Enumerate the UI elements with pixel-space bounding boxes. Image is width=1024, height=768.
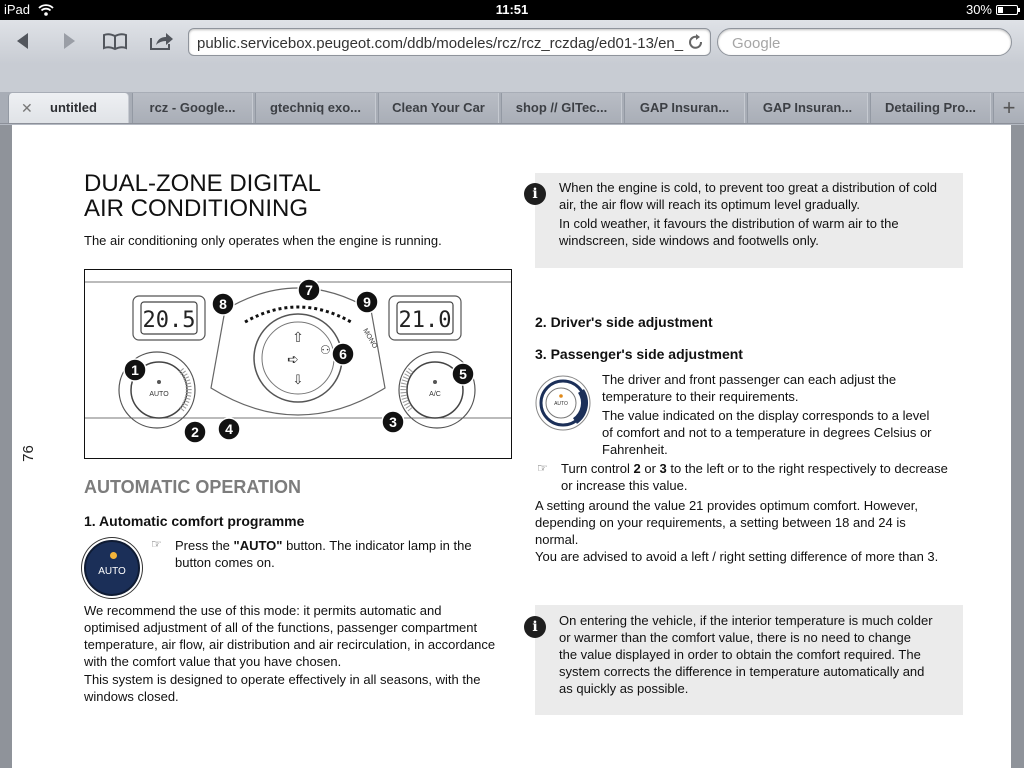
tab-bar — [0, 92, 1024, 124]
driver-adjustment-heading: 2. Driver's side adjustment — [535, 314, 713, 330]
text-line: or warmer than the comfort value, there is no need to change — [559, 630, 911, 645]
temperature-knob-illustration — [535, 375, 591, 431]
tab-title: gtechniq exo... — [269, 100, 361, 115]
text-line: as quickly as possible. — [559, 681, 689, 696]
press-text: Press the — [175, 538, 234, 553]
text-line: system corrects the difference in temperature automatically and — [559, 664, 925, 679]
tab-shop-gltec[interactable] — [501, 93, 622, 123]
automatic-programme-heading: 1. Automatic comfort programme — [84, 513, 305, 529]
reload-icon[interactable] — [688, 33, 704, 56]
advice-line: You are advised to avoid a left / right setting difference of more than 3. — [535, 549, 939, 564]
turn-control-2: 2 — [633, 461, 641, 476]
toolbar-band — [0, 64, 1024, 92]
callout-5-label: 5 — [459, 366, 467, 382]
text-line: the value displayed in order to obtain the comfort required. The — [559, 647, 921, 662]
text-line: On entering the vehicle, if the interior temperature is much colder — [559, 613, 933, 628]
tab-untitled[interactable] — [8, 93, 129, 123]
new-tab-button[interactable]: + — [993, 93, 1024, 123]
text-line: with the comfort value that you have chosen. — [84, 654, 342, 669]
tab-detailing-pro[interactable] — [870, 93, 991, 123]
text-line: windows closed. — [84, 689, 179, 704]
tab-title: rcz - Google... — [149, 100, 236, 115]
text-line: air, the air flow will reach its optimum level gradually. — [559, 197, 861, 212]
text-line: The driver and front passenger can each adjust the — [602, 372, 897, 387]
turn-text-line2: or increase this value. — [561, 478, 688, 493]
intro-text: The air conditioning only operates when the engine is running. — [84, 233, 442, 248]
note-box-cold-engine — [532, 173, 963, 268]
tab-title: untitled — [50, 100, 97, 115]
section-heading: AUTOMATIC OPERATION — [84, 477, 301, 497]
text-line: optimised adjustment of all of the functions, passenger compartment — [84, 620, 478, 635]
text-line: windscreen, side windows and footwells only. — [559, 233, 819, 248]
recommendation-paragraph — [84, 602, 495, 670]
battery-percent: 30% — [965, 2, 992, 17]
note-box-interior-temperature — [532, 605, 963, 715]
device-name: iPad — [4, 2, 31, 17]
callout-8-label: 8 — [219, 296, 227, 312]
tab-rcz-google[interactable] — [132, 93, 253, 123]
control-panel-illustration — [85, 270, 511, 458]
text-line: This system is designed to operate effectively in all seasons, with the — [84, 672, 481, 687]
manual-page — [12, 125, 1011, 768]
turn-text-or: or — [640, 461, 660, 476]
indicator-lamp — [110, 552, 117, 559]
turn-text: Turn control — [561, 461, 634, 476]
battery-fill — [998, 7, 1003, 13]
text-line: temperature, air flow, air distribution and air recirculation, in accordance — [84, 637, 496, 652]
callout-4-label: 4 — [225, 421, 233, 437]
callout-1-label: 1 — [131, 362, 139, 378]
browser-toolbar — [0, 20, 1024, 64]
note-text — [559, 179, 959, 249]
callout-9-label: 9 — [363, 294, 371, 310]
turn-text-end: to the left or to the right respectively to decrease — [666, 461, 948, 476]
text-line: We recommend the use of this mode: it permits automatic and — [84, 603, 442, 618]
text-line: depending on your requirements, a setting between 18 and 24 is — [535, 515, 906, 530]
search-placeholder: Google — [732, 35, 781, 52]
tab-gap-insurance-1[interactable] — [624, 93, 745, 123]
back-icon[interactable] — [10, 30, 36, 52]
svg-text:⇧: ⇧ — [292, 329, 304, 345]
tab-title: Clean Your Car — [392, 100, 485, 115]
tab-clean-your-car[interactable] — [378, 93, 499, 123]
tab-title: Detailing Pro... — [884, 100, 976, 115]
page-title-line2: AIR CONDITIONING — [84, 195, 309, 222]
search-input[interactable] — [717, 28, 1012, 56]
turn-control-instruction — [561, 460, 948, 494]
page-number: 76 — [19, 445, 37, 462]
auto-button-illustration — [84, 540, 140, 596]
seasons-paragraph — [84, 671, 480, 705]
left-temperature-display: 20.5 — [142, 308, 196, 333]
knob-auto-label: AUTO — [554, 401, 568, 407]
status-bar — [0, 0, 1024, 20]
tab-title: GAP Insuran... — [639, 100, 730, 115]
press-auto-instruction — [175, 537, 472, 571]
battery-icon — [996, 5, 1018, 15]
tab-gtechniq[interactable] — [255, 93, 376, 123]
note-text — [559, 612, 959, 697]
text-line: of comfort and not to a temperature in degrees Celsius or — [602, 425, 932, 440]
auto-button-label: AUTO — [98, 566, 126, 577]
bookmarks-icon[interactable] — [100, 30, 130, 52]
info-icon: i — [524, 183, 546, 205]
driver-passenger-text — [602, 371, 932, 458]
info-icon: i — [524, 616, 546, 638]
callout-6-label: 6 — [339, 346, 347, 362]
forward-icon[interactable] — [56, 30, 82, 52]
text-line: The value indicated on the display corresponds to a level — [602, 408, 930, 423]
right-temperature-display: 21.0 — [398, 308, 452, 333]
text-line: A setting around the value 21 provides optimum comfort. However, — [535, 498, 918, 513]
text-line: Fahrenheit. — [602, 442, 668, 457]
text-line: temperature to their requirements. — [602, 389, 799, 404]
url-text[interactable]: public.servicebox.peugeot.com/ddb/modeles/rcz/rcz_rczdag/ed01-13/en_ — [197, 35, 684, 52]
close-icon[interactable]: ✕ — [21, 100, 33, 116]
tab-title: GAP Insuran... — [762, 100, 853, 115]
mono-label: MONO — [361, 327, 379, 350]
svg-text:➪: ➪ — [287, 351, 299, 367]
svg-text:⚇: ⚇ — [320, 343, 331, 357]
setting-paragraph — [535, 497, 938, 565]
press-text-line2: button comes on. — [175, 555, 275, 570]
press-text-bold: "AUTO" — [233, 538, 283, 553]
web-content[interactable] — [0, 125, 1024, 768]
callout-7-label: 7 — [305, 282, 313, 298]
control-panel-diagram — [84, 269, 512, 459]
text-line: When the engine is cold, to prevent too great a distribution of cold — [559, 180, 937, 195]
svg-text:⇩: ⇩ — [292, 372, 304, 387]
pointing-hand-icon: ☞ — [537, 461, 548, 475]
page-title-line1: DUAL-ZONE DIGITAL — [84, 170, 321, 197]
passenger-adjustment-heading: 3. Passenger's side adjustment — [535, 346, 743, 362]
text-line: In cold weather, it favours the distribution of warm air to the — [559, 216, 899, 231]
clock: 11:51 — [495, 2, 529, 17]
tab-gap-insurance-2[interactable] — [747, 93, 868, 123]
callout-3-label: 3 — [389, 414, 397, 430]
turn-control-3: 3 — [659, 461, 667, 476]
callout-2-label: 2 — [191, 424, 199, 440]
pointing-hand-icon: ☞ — [151, 537, 162, 551]
tab-title: shop // GlTec... — [515, 100, 608, 115]
press-text-end: button. The indicator lamp in the — [282, 538, 472, 553]
auto-knob-label: AUTO — [149, 391, 169, 398]
ac-knob-label: A/C — [429, 391, 441, 398]
address-bar[interactable] — [188, 28, 711, 56]
text-line: normal. — [535, 532, 579, 547]
share-icon[interactable] — [146, 30, 176, 52]
page-title — [84, 171, 504, 221]
